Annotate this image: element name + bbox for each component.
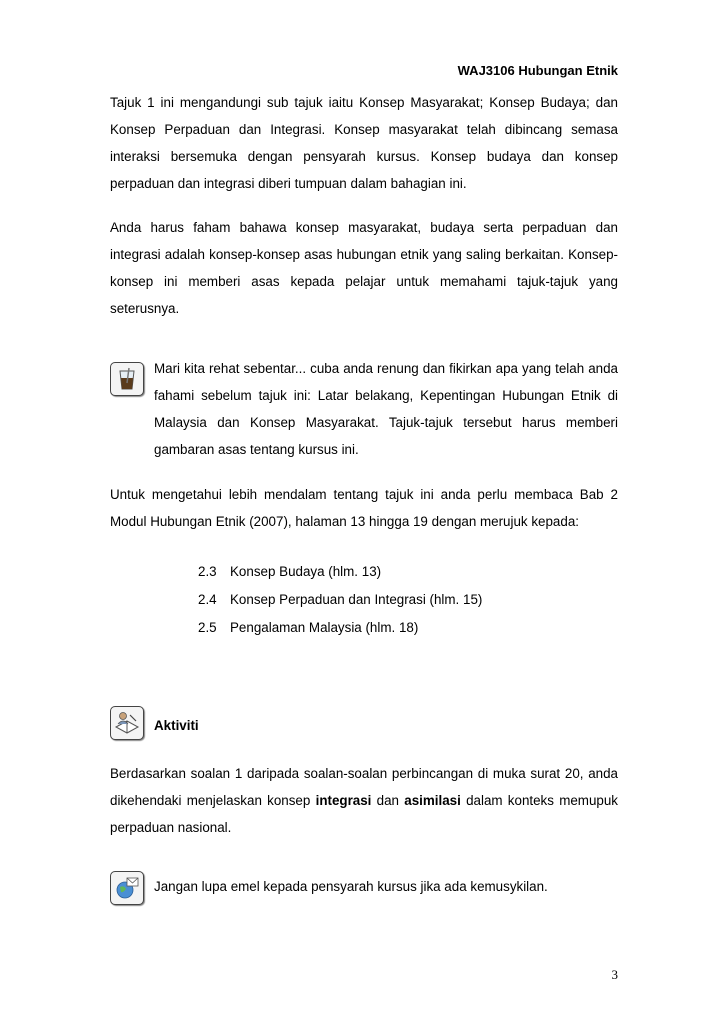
list-item: 2.3 Konsep Budaya (hlm. 13) xyxy=(198,564,382,579)
email-note: Jangan lupa emel kepada pensyarah kursus jika ada kemusykilan. xyxy=(154,879,548,894)
email-globe-icon xyxy=(110,871,144,905)
intro-paragraph: Tajuk 1 ini mengandungi sub tajuk iaitu Konsep Masyarakat; Konsep Budaya; dan Konsep Perpaduan dan Integrasi. Konsep masyarakat telah dibincang semasa interaksi bersemuka dengan pensyarah kursus. Konsep budaya dan konsep perpaduan dan integrasi diberi tumpuan dalam bahagian ini. xyxy=(110,95,618,191)
course-header: WAJ3106 Hubungan Etnik xyxy=(457,63,618,78)
list-item: 2.5 Pengalaman Malaysia (hlm. 18) xyxy=(198,620,419,635)
term-asimilasi: asimilasi xyxy=(404,793,461,808)
coffee-cup-icon xyxy=(110,362,144,396)
reading-paragraph: Untuk mengetahui lebih mendalam tentang tajuk ini anda perlu membaca Bab 2 Modul Hubungan Etnik (2007), halaman 13 hingga 19 dengan merujuk kepada: xyxy=(110,487,618,529)
concept-paragraph: Anda harus faham bahawa konsep masyarakat, budaya serta perpaduan dan integrasi adalah konsep-konsep asas hubungan etnik yang saling berkaitan. Konsep-konsep ini memberi asas kepada pelajar untuk memahami tajuk-tajuk yang seterusnya. xyxy=(110,220,618,316)
reference-list xyxy=(198,558,482,642)
list-item: 2.4 Konsep Perpaduan dan Integrasi (hlm. 15) xyxy=(198,592,483,607)
activity-paragraph: Berdasarkan soalan 1 daripada soalan-soalan perbincangan di muka surat 20, anda dikehendaki menjelaskan konsep integrasi dan asimilasi dalam konteks memupuk perpaduan nasional. xyxy=(110,766,618,835)
term-integrasi: integrasi xyxy=(315,793,372,808)
reading-book-icon xyxy=(110,706,144,740)
page-number: 3 xyxy=(611,967,618,982)
rest-note: Mari kita rehat sebentar... cuba anda renung dan fikirkan apa yang telah anda fahami sebelum tajuk ini: Latar belakang, Kepentingan Hubungan Etnik di Malaysia dan Konsep Masyarakat. Tajuk-tajuk tersebut harus memberi gambaran asas tentang kursus ini. xyxy=(154,361,618,457)
activity-heading: Aktiviti xyxy=(154,718,199,733)
